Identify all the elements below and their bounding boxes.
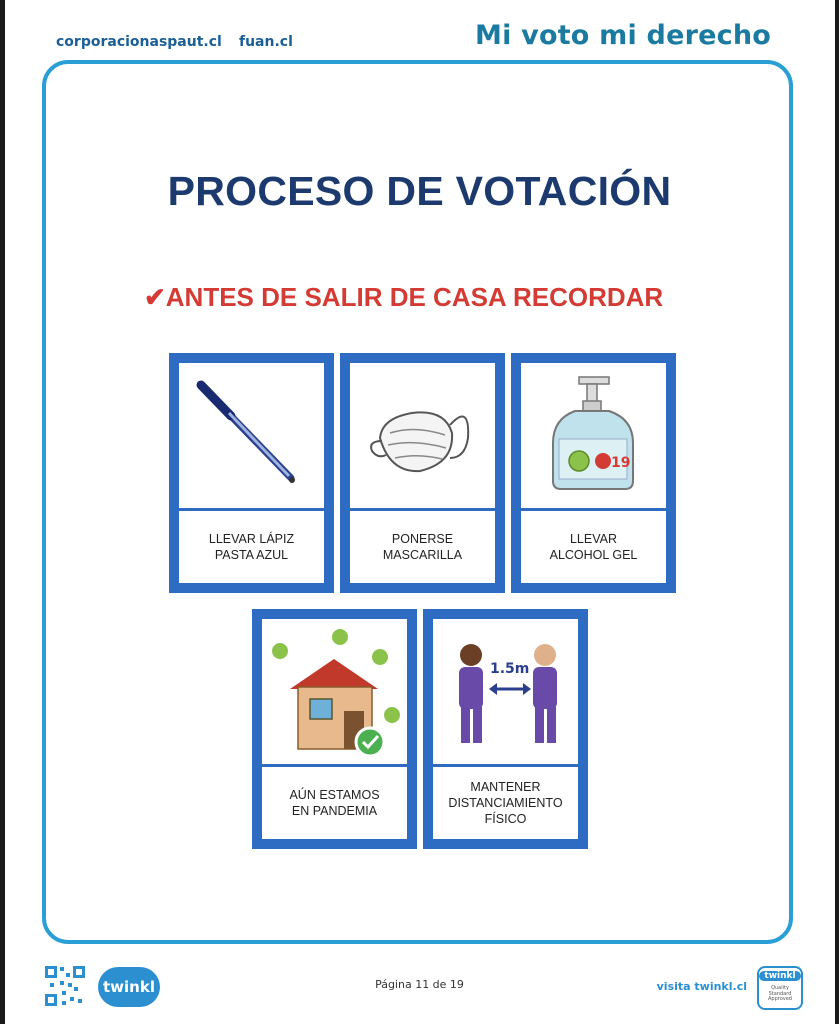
card-label: LLEVAR ALCOHOL GEL (521, 511, 666, 583)
card-picture (350, 363, 495, 508)
covid-badge-text: 19 (611, 455, 631, 471)
card-label: AÚN ESTAMOS EN PANDEMIA (262, 767, 407, 839)
distance-label: 1.5m (490, 661, 530, 677)
card-house (252, 609, 417, 849)
card-picture (433, 619, 578, 764)
page-title: PROCESO DE VOTACIÓN (167, 168, 672, 214)
card-pen (169, 353, 334, 593)
card-mask (340, 353, 505, 593)
visit-link[interactable]: visita twinkl.cl (656, 980, 747, 993)
card-picture (521, 363, 666, 508)
twinkl-logo[interactable]: twinkl (98, 967, 160, 1007)
card-distance (423, 609, 588, 849)
quality-badge: twinkl Quality Standard Approved (757, 966, 803, 1010)
pen-icon (179, 363, 324, 508)
distance-icon (433, 619, 578, 764)
house-icon (262, 619, 407, 764)
header-link-fuan[interactable]: fuan.cl (239, 34, 293, 50)
section-subtitle: ✔ANTES DE SALIR DE CASA RECORDAR (144, 282, 664, 312)
page-number: Página 11 de 19 (375, 978, 464, 991)
card-label: MANTENER DISTANCIAMIENTO FÍSICO (433, 767, 578, 839)
card-picture (262, 619, 407, 764)
left-edge (0, 0, 5, 1024)
card-sanitizer (511, 353, 676, 593)
mask-icon (350, 363, 495, 508)
card-picture (179, 363, 324, 508)
right-edge (835, 0, 839, 1024)
card-label: LLEVAR LÁPIZ PASTA AZUL (179, 511, 324, 583)
header-link-corporacion[interactable]: corporacionaspaut.cl (56, 34, 222, 50)
header-title: Mi voto mi derecho (475, 20, 771, 51)
card-label: PONERSE MASCARILLA (350, 511, 495, 583)
sanitizer-icon (521, 363, 666, 508)
